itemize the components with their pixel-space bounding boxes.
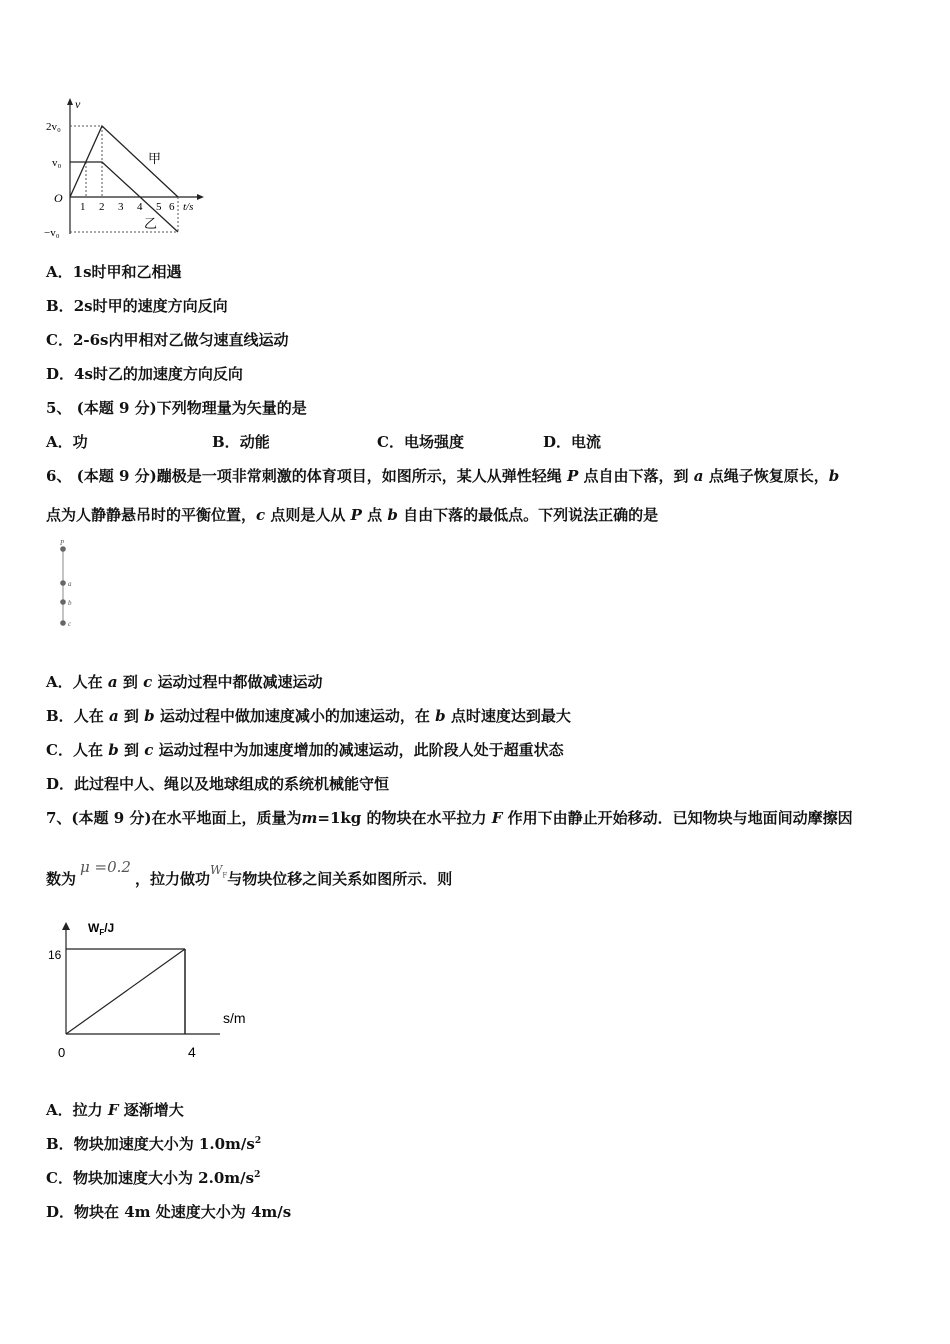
q7-option-c[interactable]: C．物块加速度大小为 $2.0m/s^2$	[46, 1169, 261, 1187]
vt-x-tick: 1	[80, 201, 86, 213]
wf-origin: 0	[58, 1045, 66, 1060]
vt-graph	[40, 96, 220, 246]
vt-y-tick: v₀	[52, 157, 62, 169]
q4-option-d[interactable]: D．4s时乙的加速度方向反向	[46, 365, 243, 383]
wf-formula: WF	[209, 863, 228, 880]
q5-option-c[interactable]: C．电场强度	[377, 433, 464, 451]
vt-x-tick: 4	[137, 201, 143, 213]
q7-option-d[interactable]: D．物块在 4m 处速度大小为 4m/s	[46, 1203, 292, 1221]
wf-y-label: $W_F/J$	[88, 921, 115, 937]
vt-origin: O	[54, 191, 63, 205]
vt-x-tick: 6	[169, 201, 175, 213]
point-b-label: b	[68, 599, 72, 607]
q4-option-c[interactable]: C．2-6s内甲相对乙做匀速直线运动	[46, 331, 289, 349]
vt-y-tick: 2v₀	[46, 121, 61, 133]
q6-option-a[interactable]: A．人在 a 到 c 运动过程中都做减速运动	[46, 673, 323, 691]
q7-stem-line1: 7、(本题 9 分)在水平地面上，质量为m=1kg 的物块在水平拉力 F 作用下由静止开始移动．已知物块与地面间动摩擦因	[46, 809, 853, 827]
q5-option-a[interactable]: A．功	[46, 433, 88, 451]
wf-x-label: s/m	[223, 1010, 246, 1026]
wf-line	[66, 949, 185, 1034]
q6-option-b[interactable]: B．人在 a 到 b 运动过程中做加速度减小的加速运动，在 b 点时速度达到最大	[46, 707, 571, 725]
q7-option-a[interactable]: A．拉力 F 逐渐增大	[46, 1101, 184, 1119]
point-c-label: c	[68, 620, 72, 628]
point-p-label: P	[60, 540, 65, 547]
mu-formula: μ =0.2	[80, 858, 131, 876]
q4-option-b[interactable]: B．2s时甲的速度方向反向	[46, 297, 228, 315]
q5-stem: 5、 (本题 9 分)下列物理量为矢量的是	[46, 399, 307, 417]
q7-stem-line2: 数为μ =0.2，拉力做功$^{W_F}$与物块位移之间关系如图所示．则	[46, 858, 453, 888]
q4-option-a[interactable]: A．1s时甲和乙相遇	[46, 263, 182, 281]
point-a-label: a	[68, 580, 72, 588]
wf-x-tick: 4	[188, 1044, 196, 1060]
vt-x-tick: 2	[99, 201, 105, 213]
vt-y-tick: −v₀	[44, 227, 60, 239]
q6-stem-line2: 点为人静静悬吊时的平衡位置，c 点则是人从 P 点 b 自由下落的最低点。下列说法正确的是	[46, 506, 659, 524]
q5-option-b[interactable]: B．动能	[212, 433, 270, 451]
q6-option-c[interactable]: C．人在 b 到 c 运动过程中为加速度增加的减速运动，此阶段人处于超重状态	[46, 741, 564, 759]
vt-x-tick: 3	[118, 201, 124, 213]
wf-y-tick: 16	[48, 948, 62, 962]
q6-stem-line1: 6、 (本题 9 分)蹦极是一项非常刺激的体育项目，如图所示，某人从弹性轻绳 P 点自由下落，到 a 点绳子恢复原长，b	[46, 467, 840, 485]
bungee-figure	[54, 540, 84, 632]
q7-option-b[interactable]: B．物块加速度大小为 $1.0m/s^2$	[46, 1135, 262, 1153]
curve-label-jia: 甲	[148, 151, 162, 166]
q6-option-d[interactable]: D．此过程中人、绳以及地球组成的系统机械能守恒	[46, 775, 390, 793]
vt-y-label: v	[75, 97, 81, 111]
vt-x-label: t/s	[183, 201, 194, 213]
wf-graph	[40, 916, 260, 1066]
q5-option-d[interactable]: D．电流	[543, 433, 602, 451]
vt-x-tick: 5	[156, 201, 162, 213]
curve-label-yi: 乙	[144, 216, 158, 231]
